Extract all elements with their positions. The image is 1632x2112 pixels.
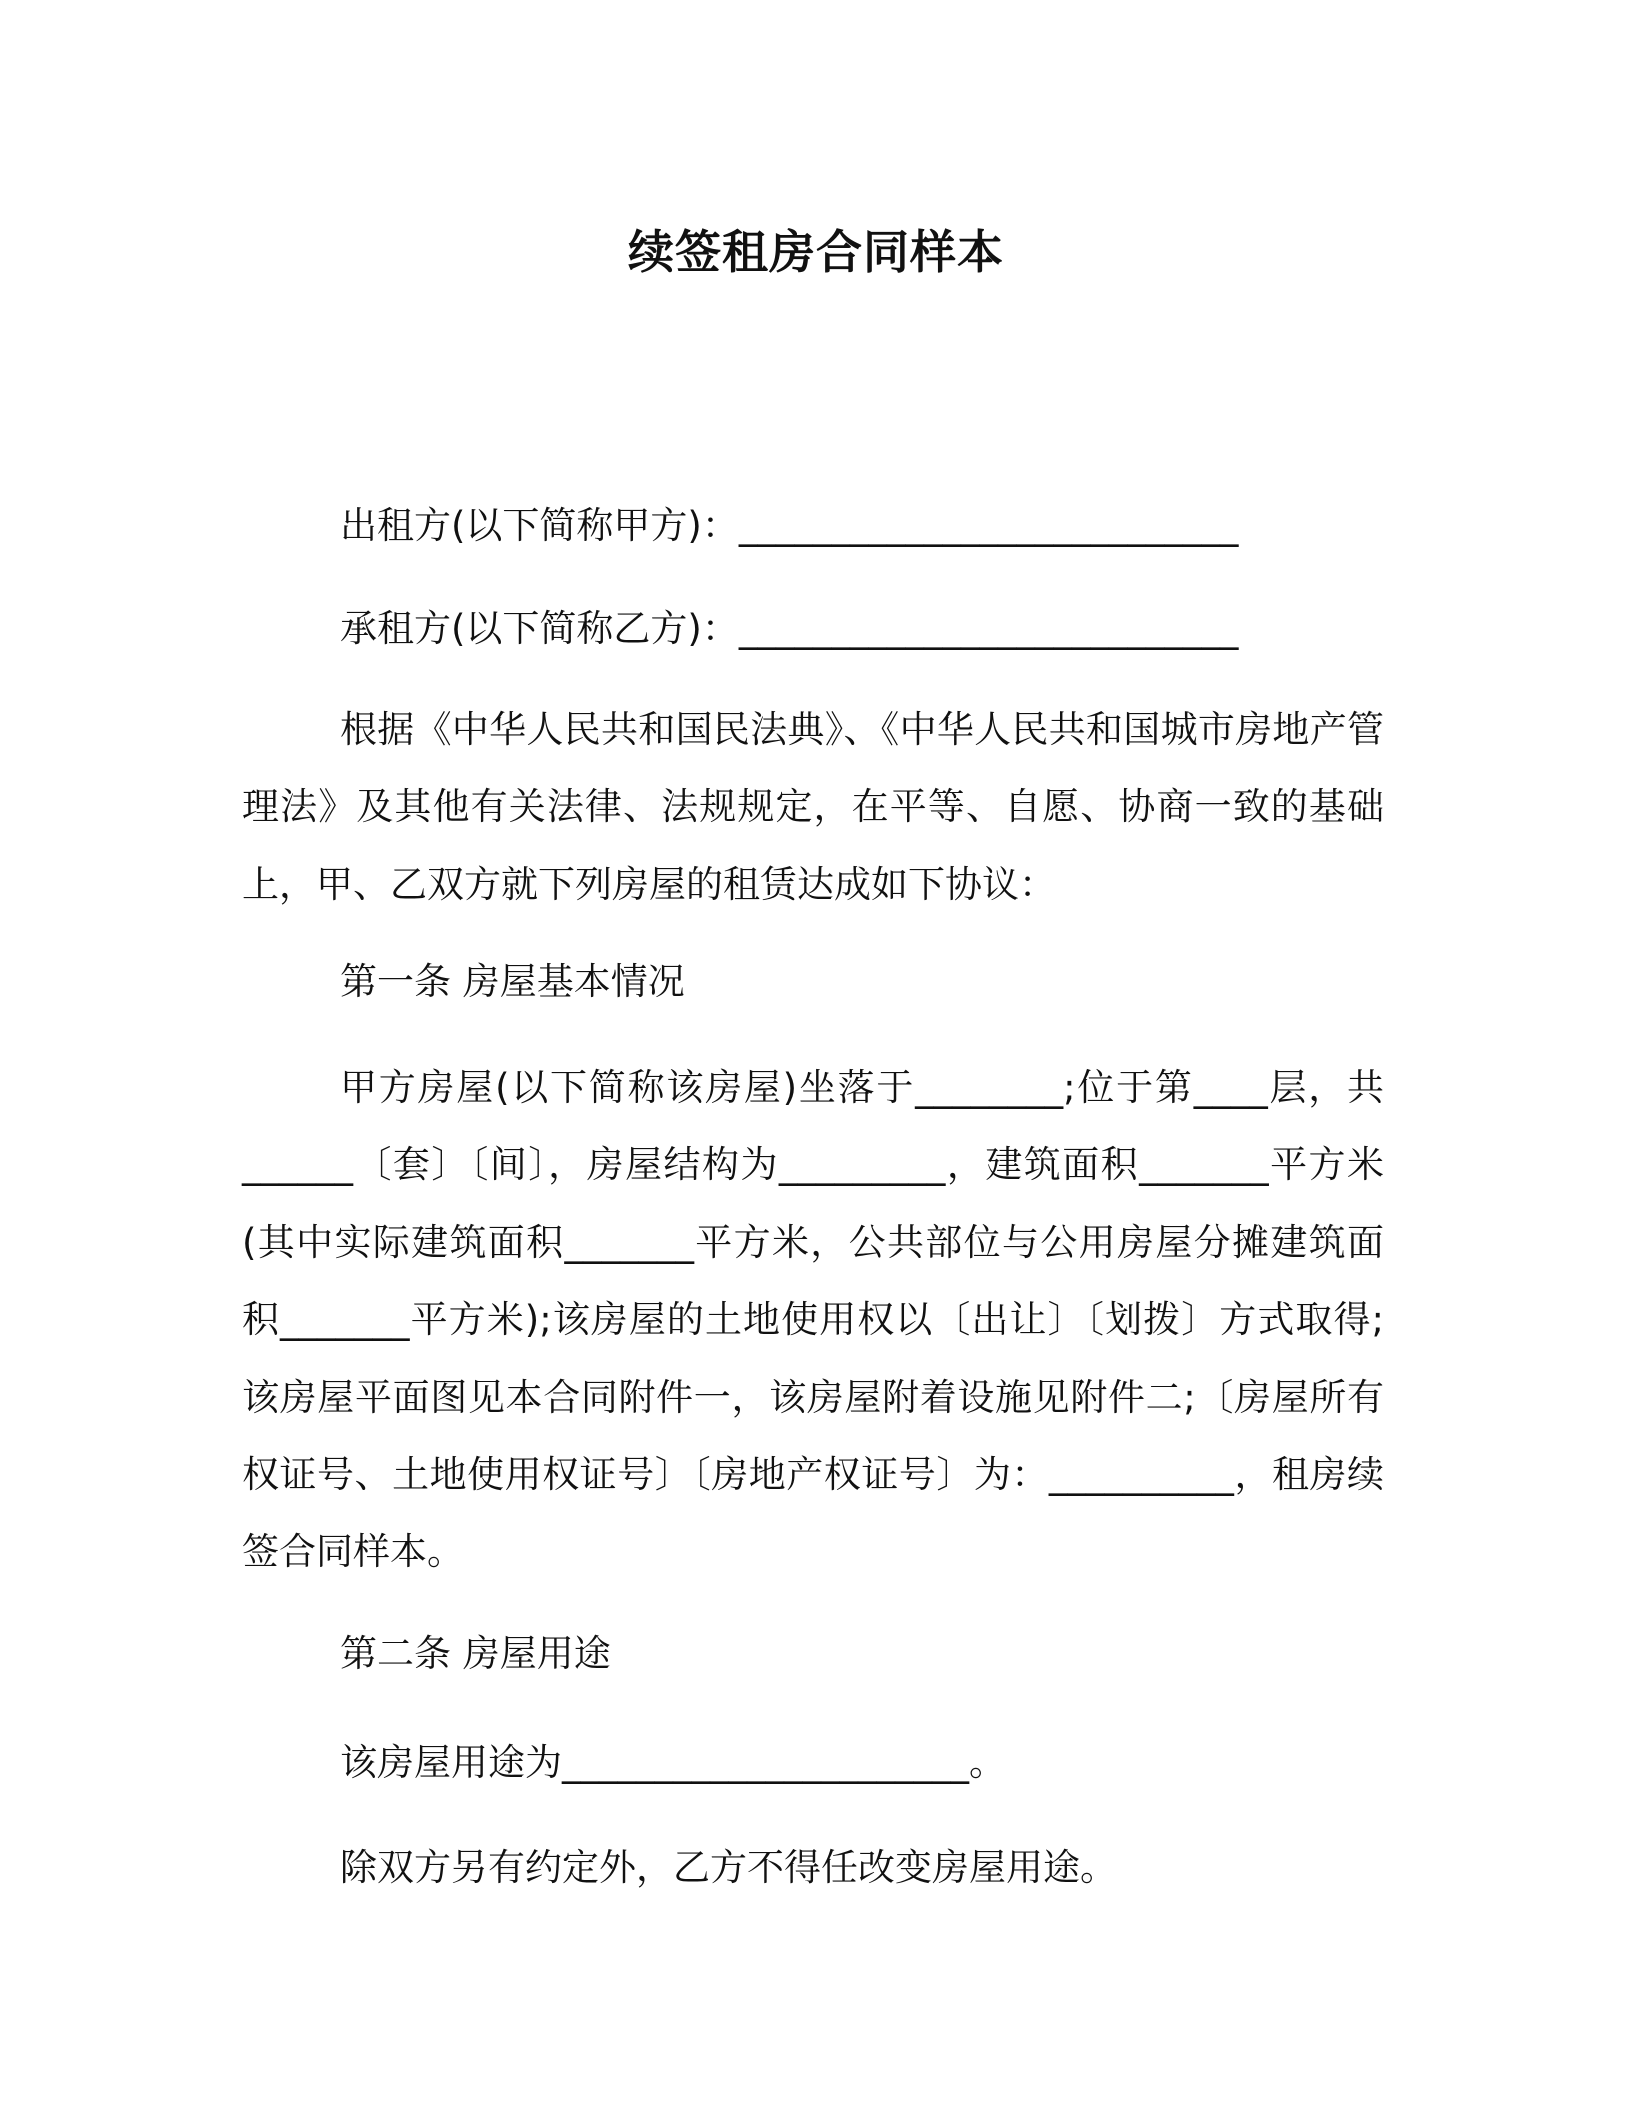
article2-use-line: 该房屋用途为______________________。 (340, 1741, 1006, 1784)
lessee-line: 承租方(以下简称乙方)：___________________________ (340, 607, 1239, 650)
article2-heading: 第二条 房屋用途 (340, 1632, 611, 1675)
article1-heading: 第一条 房屋基本情况 (340, 960, 685, 1003)
lessor-line: 出租方(以下简称甲方)：___________________________ (340, 504, 1239, 547)
article2-restriction-line: 除双方另有约定外，乙方不得任改变房屋用途。 (340, 1846, 1117, 1889)
preamble-paragraph: 根据《中华人民共和国民法典》、《中华人民共和国城市房地产管理法》及其他有关法律、法规规定，在平等、自愿、协商一致的基础上，甲、乙双方就下列房屋的租赁达成如下协议： (242, 708, 1384, 906)
document-title: 续签租房合同样本 (628, 225, 1004, 279)
article1-body: 甲方房屋(以下简称该房屋)坐落于________;位于第____层，共______〔套〕〔间〕，房屋结构为_________，建筑面积_______平方米(其中实际建筑面积_______平方米，公共部位与公用房屋分摊建筑面积_______平方米);该房屋的土地使用权以〔出让〕〔划拨〕方式取得;该房屋平面图见本合同附件一，该房屋附着设施见附件二;〔房屋所有权证号、土地使用权证号〕〔房地产权证号〕为：__________，租房续签合同样本。 (242, 1066, 1384, 1574)
